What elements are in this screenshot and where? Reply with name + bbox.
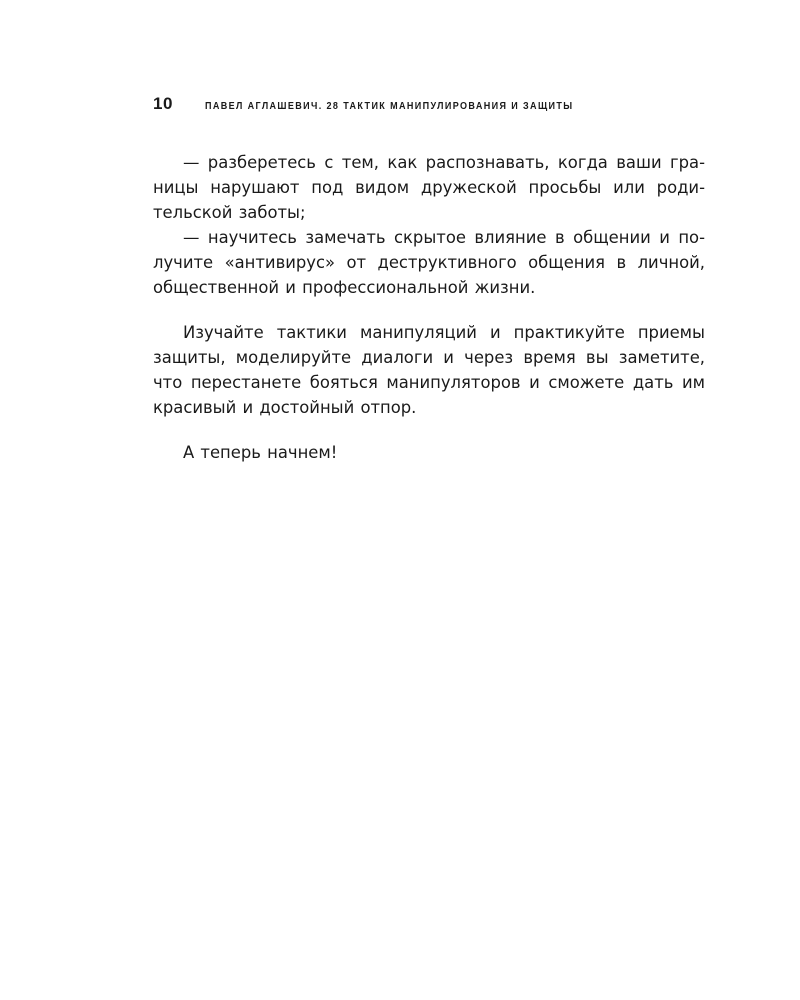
paragraph-spacer: [153, 420, 705, 440]
page-number: 10: [153, 94, 173, 113]
text-line: что перестанете бояться манипуляторов и сможете дать им: [153, 373, 705, 392]
text-line: ницы нарушают под видом дружеской просьбы или роди-: [153, 178, 705, 197]
text-line: общественной и профессиональной жизни.: [153, 278, 536, 297]
list-item-boundaries: [153, 150, 705, 225]
text-line: — разберетесь с тем, как распознавать, когда ваши гра-: [183, 153, 705, 172]
text-line: лучите «антивирус» от деструктивного общения в личной,: [153, 253, 705, 272]
paragraph-spacer: [153, 300, 705, 320]
page-body: [153, 150, 705, 465]
text-line: — научитесь замечать скрытое влияние в общении и по-: [183, 228, 705, 247]
text-line: защиты, моделируйте диалоги и через время вы заметите,: [153, 348, 705, 367]
list-item-hidden-influence: [153, 225, 705, 300]
text-line: Изучайте тактики манипуляций и практикуйте приемы: [183, 323, 705, 342]
running-header: [153, 94, 633, 114]
text-line: красивый и достойный отпор.: [153, 398, 417, 417]
text-line: тельской заботы;: [153, 203, 306, 222]
running-title: ПАВЕЛ АГЛАШЕВИЧ. 28 ТАКТИК МАНИПУЛИРОВАНИЯ И ЗАЩИТЫ: [204, 100, 574, 112]
paragraph-study-tactics: [153, 320, 705, 420]
text-line: А теперь начнем!: [183, 443, 338, 462]
paragraph-lets-begin: [153, 440, 705, 465]
